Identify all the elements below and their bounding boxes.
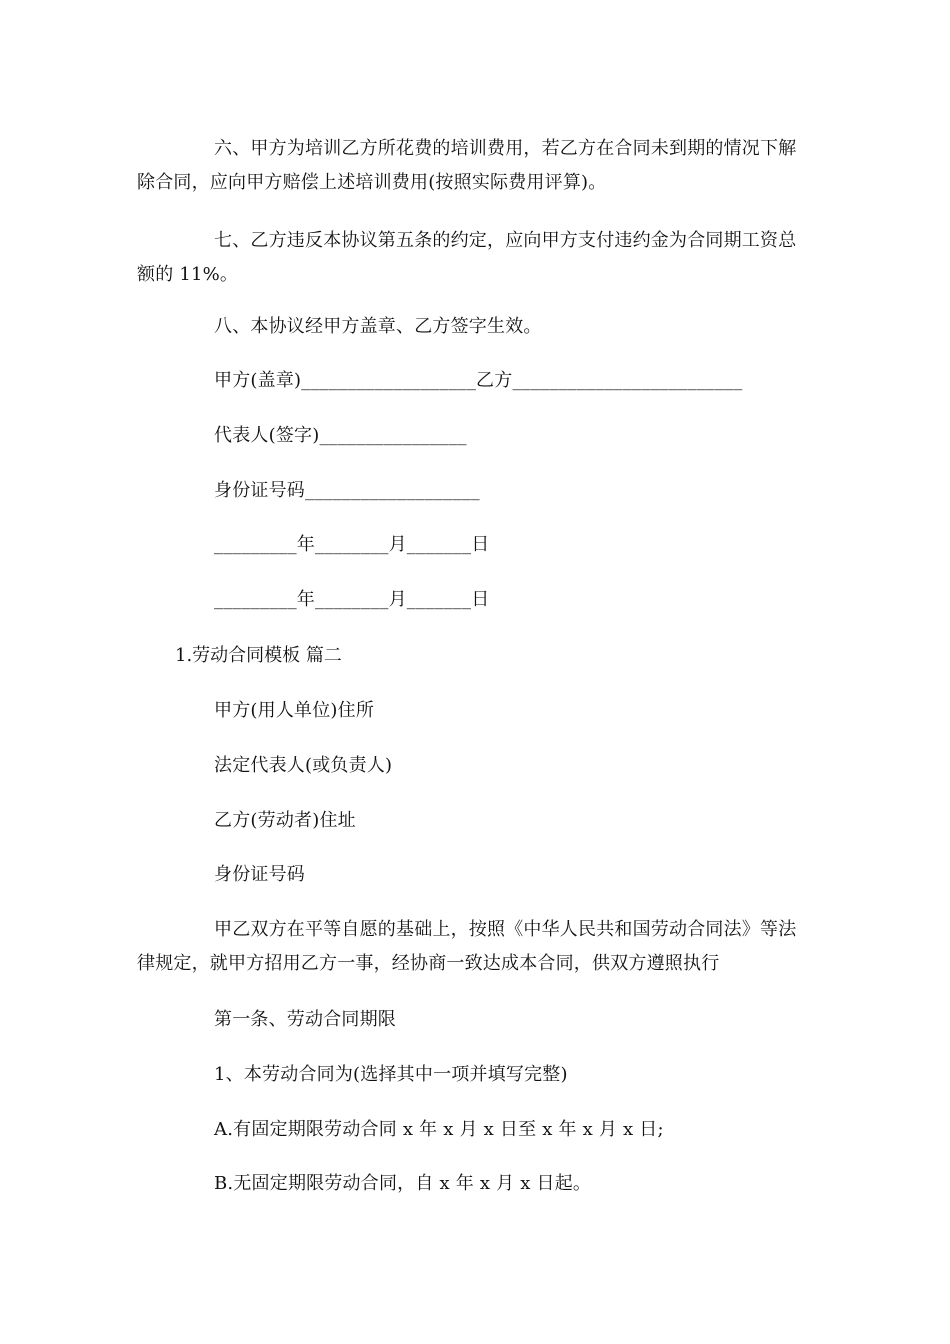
article-1-title: 第一条、劳动合同期限 [214,1009,396,1030]
signature-date-line-1: _________年________月_______日 [214,534,490,555]
signature-id-line: 身份证号码___________________ [214,480,480,501]
id-number-line: 身份证号码 [214,864,305,885]
party-b-line: 乙方(劳动者)住址 [214,810,356,831]
signature-representative-line: 代表人(签字)________________ [214,425,467,446]
clause-1: 1、本劳动合同为(选择其中一项并填写完整) [214,1064,568,1085]
paragraph-seven: 七、乙方违反本协议第五条的约定，应向甲方支付违约金为合同期工资总额的 11%。 [137,230,797,285]
intro-paragraph: 甲乙双方在平等自愿的基础上，按照《中华人民共和国劳动合同法》等法律规定，就甲方招用乙方一事，经协商一致达成本合同，供双方遵照执行 [137,919,797,974]
signature-party-line: 甲方(盖章)___________________乙方_________________________ [214,370,743,391]
paragraph-six: 六、甲方为培训乙方所花费的培训费用，若乙方在合同未到期的情况下解除合同，应向甲方赔偿上述培训费用(按照实际费用评算)。 [137,138,797,193]
option-b: B.无固定期限劳动合同，自 x 年 x 月 x 日起。 [214,1173,592,1194]
legal-representative-line: 法定代表人(或负责人) [214,755,393,776]
party-a-line: 甲方(用人单位)住所 [214,700,375,721]
section-title: 1.劳动合同模板 篇二 [175,645,342,666]
option-a: A.有固定期限劳动合同 x 年 x 月 x 日至 x 年 x 月 x 日; [214,1119,664,1140]
signature-date-line-2: _________年________月_______日 [214,589,490,610]
paragraph-eight: 八、本协议经甲方盖章、乙方签字生效。 [214,316,542,337]
